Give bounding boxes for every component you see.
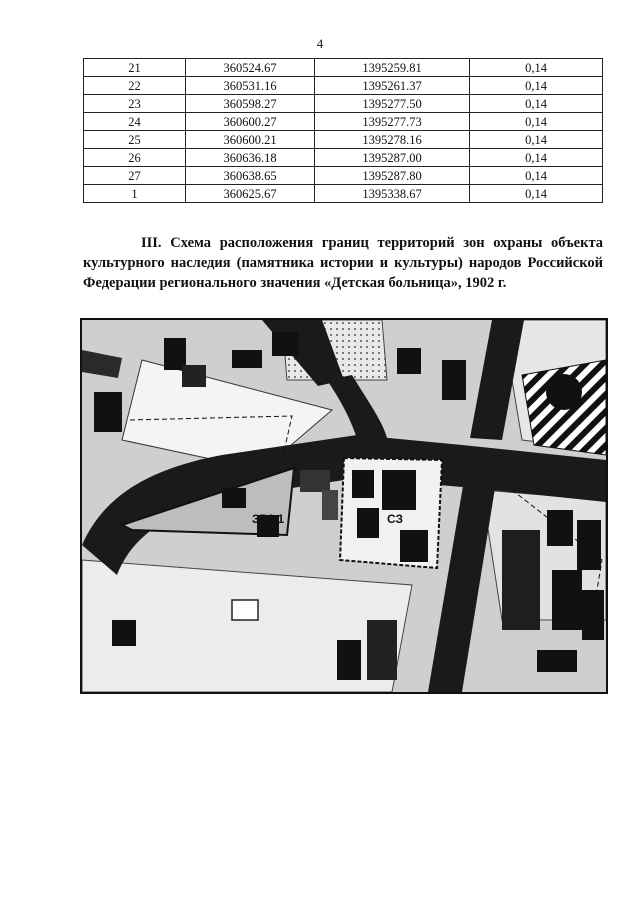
building bbox=[400, 530, 428, 562]
building bbox=[322, 490, 338, 520]
zone-label-zr21: ЗР2.1 bbox=[252, 512, 285, 526]
point-number-cell: 27 bbox=[84, 167, 186, 185]
table-row bbox=[84, 131, 603, 149]
accuracy-cell: 0,14 bbox=[470, 113, 603, 131]
point-number-cell: 25 bbox=[84, 131, 186, 149]
table-row bbox=[84, 185, 603, 203]
building bbox=[272, 332, 298, 356]
point-number-cell: 24 bbox=[84, 113, 186, 131]
building bbox=[112, 620, 136, 646]
y-coordinate-cell: 1395261.37 bbox=[315, 77, 470, 95]
building bbox=[397, 348, 421, 374]
point-number-cell: 22 bbox=[84, 77, 186, 95]
accuracy-cell: 0,14 bbox=[470, 59, 603, 77]
accuracy-cell: 0,14 bbox=[470, 167, 603, 185]
accuracy-cell: 0,14 bbox=[470, 185, 603, 203]
y-coordinate-cell: 1395287.00 bbox=[315, 149, 470, 167]
protection-zones-map bbox=[80, 318, 608, 694]
y-coordinate-cell: 1395277.73 bbox=[315, 113, 470, 131]
x-coordinate-cell: 360598.27 bbox=[186, 95, 315, 113]
accuracy-cell: 0,14 bbox=[470, 149, 603, 167]
x-coordinate-cell: 360531.16 bbox=[186, 77, 315, 95]
building bbox=[232, 350, 262, 368]
table-row bbox=[84, 149, 603, 167]
building bbox=[182, 365, 206, 387]
building bbox=[337, 640, 361, 680]
building bbox=[577, 520, 601, 570]
y-coordinate-cell: 1395259.81 bbox=[315, 59, 470, 77]
building-round bbox=[546, 374, 582, 410]
table-row bbox=[84, 77, 603, 95]
building bbox=[352, 470, 374, 498]
building bbox=[502, 530, 540, 630]
building bbox=[537, 650, 577, 672]
y-coordinate-cell: 1395277.50 bbox=[315, 95, 470, 113]
page-number: 4 bbox=[316, 36, 324, 51]
building bbox=[552, 570, 582, 630]
table-row bbox=[84, 59, 603, 77]
x-coordinate-cell: 360625.67 bbox=[186, 185, 315, 203]
x-coordinate-cell: 360524.67 bbox=[186, 59, 315, 77]
accuracy-cell: 0,14 bbox=[470, 77, 603, 95]
building bbox=[547, 510, 573, 546]
accuracy-cell: 0,14 bbox=[470, 131, 603, 149]
point-number-cell: 21 bbox=[84, 59, 186, 77]
point-number-cell: 23 bbox=[84, 95, 186, 113]
zone-label-sz: СЗ bbox=[387, 512, 404, 526]
accuracy-cell: 0,14 bbox=[470, 95, 603, 113]
table-row bbox=[84, 95, 603, 113]
building bbox=[442, 360, 466, 400]
building-outline bbox=[232, 600, 258, 620]
coordinates-table-body bbox=[84, 59, 603, 203]
x-coordinate-cell: 360600.27 bbox=[186, 113, 315, 131]
y-coordinate-cell: 1395278.16 bbox=[315, 131, 470, 149]
building bbox=[382, 470, 416, 510]
y-coordinate-cell: 1395287.80 bbox=[315, 167, 470, 185]
building bbox=[357, 508, 379, 538]
building bbox=[367, 620, 397, 680]
point-number-cell: 1 bbox=[84, 185, 186, 203]
coordinates-table bbox=[83, 58, 603, 203]
point-number-cell: 26 bbox=[84, 149, 186, 167]
x-coordinate-cell: 360600.21 bbox=[186, 131, 315, 149]
table-row bbox=[84, 113, 603, 131]
building bbox=[300, 470, 330, 492]
x-coordinate-cell: 360638.65 bbox=[186, 167, 315, 185]
y-coordinate-cell: 1395338.67 bbox=[315, 185, 470, 203]
map-scheme bbox=[82, 320, 606, 692]
x-coordinate-cell: 360636.18 bbox=[186, 149, 315, 167]
building bbox=[94, 392, 122, 432]
building bbox=[222, 488, 246, 508]
table-row bbox=[84, 167, 603, 185]
section-heading: III. Схема расположения границ территорий зон охраны объекта культурного наследия (памятника истории и культуры) народов Российской Федерации регионального значения «Детская больница», 1902 г. bbox=[83, 235, 603, 291]
